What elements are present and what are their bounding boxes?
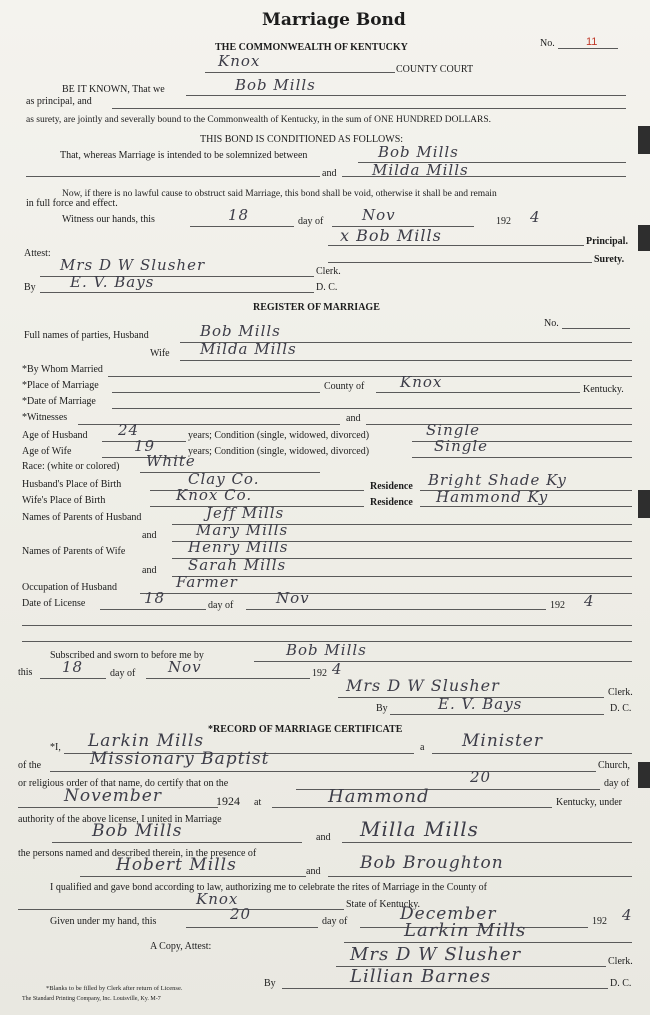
- subscribed-label: Subscribed and sworn to before me by: [50, 650, 204, 661]
- binder-tab: [638, 126, 650, 154]
- certificate-heading: *RECORD OF MARRIAGE CERTIFICATE: [208, 724, 403, 735]
- now-if-text-cont: in full force and effect.: [26, 198, 118, 209]
- wife-mother: Sarah Mills: [188, 556, 287, 574]
- bond-month: Nov: [362, 206, 396, 224]
- county-name: Knox: [218, 52, 261, 70]
- attest-label: Attest:: [24, 248, 51, 259]
- copy-attest-label: A Copy, Attest:: [150, 941, 212, 952]
- residence-label-wife: Residence: [370, 497, 413, 508]
- cert-place: Hammond: [328, 786, 430, 807]
- given-month: December: [400, 904, 497, 924]
- minister-role: Minister: [462, 731, 543, 751]
- wife-label: Wife: [150, 348, 170, 359]
- authority-text: authority of the above license, I united in Marriage: [18, 814, 222, 825]
- condition-label-wife: years; Condition (single, widowed, divorced): [188, 446, 370, 457]
- sworn-year-prefix: 192: [312, 668, 327, 679]
- bond-clerk-signature: Mrs D W Slusher: [60, 256, 206, 274]
- register-clerk-signature: Mrs D W Slusher: [346, 676, 500, 695]
- binder-tab: [638, 762, 650, 788]
- church-label: Church,: [598, 760, 630, 771]
- register-county: Knox: [400, 373, 443, 391]
- qualified-text: I qualified and gave bond according to law, authorizing me to celebrate the rites of Marriage in the County of: [50, 882, 487, 893]
- husband-birth-label: Husband's Place of Birth: [22, 479, 122, 490]
- now-if-text: Now, if there is no lawful cause to obstruct said Marriage, this bond shall be void, otherwise it shall be and remain: [62, 189, 497, 199]
- witnesses-label: *Witnesses: [22, 412, 68, 423]
- wife-full-name: Milda Mills: [200, 340, 297, 358]
- copy-dc-signature: Lillian Barnes: [350, 966, 492, 987]
- wife-father: Henry Mills: [188, 538, 289, 556]
- county-of-label: County of: [324, 381, 365, 392]
- sworn-day-of: day of: [110, 668, 136, 679]
- surety-obligation: as surety, are jointly and severally bound to the Commonwealth of Kentucky, in the sum of ONE HUNDRED DOLLARS.: [26, 115, 491, 125]
- occupation-value: Farmer: [176, 573, 238, 591]
- bond-dc-signature: E. V. Bays: [70, 273, 155, 291]
- bond-day: 18: [228, 206, 250, 224]
- church-name: Missionary Baptist: [90, 749, 270, 769]
- witness-two: Bob Broughton: [360, 853, 504, 873]
- given-year-digit: 4: [622, 906, 633, 924]
- kentucky-under-label: Kentucky, under: [556, 797, 622, 808]
- register-no-label: No.: [544, 318, 559, 329]
- register-clerk-label: Clerk.: [608, 687, 633, 698]
- copy-clerk-signature: Mrs D W Slusher: [350, 944, 522, 965]
- whereas-text: That, whereas Marriage is intended to be solemnized between: [60, 150, 308, 161]
- residence-label: Residence: [370, 481, 413, 492]
- religious-order-text: or religious order of that name, do certify that on the: [18, 778, 229, 789]
- full-names-label: Full names of parties, Husband: [24, 330, 149, 341]
- license-date-label: Date of License: [22, 598, 86, 609]
- cert-county: Knox: [196, 890, 239, 908]
- and-label: and: [322, 168, 337, 179]
- binder-tab: [638, 490, 650, 518]
- condition-wife: Single: [434, 437, 489, 455]
- county-court-label: COUNTY COURT: [396, 64, 474, 75]
- license-month: Nov: [276, 589, 310, 607]
- given-day: 20: [230, 905, 252, 923]
- age-husband: 24: [118, 421, 140, 439]
- clerk-label: Clerk.: [316, 266, 341, 277]
- sworn-day: 18: [62, 658, 84, 676]
- kentucky-label: Kentucky.: [583, 384, 624, 395]
- register-heading: REGISTER OF MARRIAGE: [253, 302, 380, 313]
- husband-residence: Bright Shade Ky: [428, 471, 567, 489]
- binder-tab: [638, 225, 650, 251]
- copy-by-label: By: [264, 978, 276, 989]
- cert-a-label: a: [420, 742, 425, 753]
- subscribed-name: Bob Mills: [286, 641, 367, 659]
- parents-wife-and: and: [142, 565, 157, 576]
- witness-one: Hobert Mills: [116, 855, 237, 875]
- condition-label: years; Condition (single, widowed, divorced): [188, 430, 370, 441]
- wife-residence: Hammond Ky: [436, 488, 549, 506]
- cert-day-of: day of: [604, 778, 630, 789]
- license-year-prefix: 192: [550, 600, 565, 611]
- day-of-label: day of: [298, 216, 324, 227]
- cert-i-label: *I,: [50, 742, 61, 753]
- principal-name: Bob Mills: [235, 76, 316, 94]
- party-one-name: Bob Mills: [378, 143, 459, 161]
- race-label: Race: (white or colored): [22, 461, 120, 472]
- copy-clerk-label: Clerk.: [608, 956, 633, 967]
- age-wife: 19: [134, 437, 156, 455]
- minister-name: Larkin Mills: [88, 731, 205, 751]
- cert-at-label: at: [254, 797, 262, 808]
- husband-full-name: Bob Mills: [200, 322, 281, 340]
- be-it-known: BE IT KNOWN, That we: [62, 84, 165, 95]
- bond-number: 11: [586, 36, 598, 48]
- principal-signature: x Bob Mills: [340, 226, 442, 245]
- bond-number-label: No.: [540, 38, 555, 49]
- husband-birthplace: Clay Co.: [188, 470, 260, 488]
- date-of-marriage-label: *Date of Marriage: [22, 396, 96, 407]
- wife-birthplace: Knox Co.: [176, 486, 253, 504]
- party-two-name: Milda Mills: [372, 161, 469, 179]
- sworn-year-digit: 4: [332, 660, 343, 678]
- register-dc-signature: E. V. Bays: [438, 695, 523, 713]
- witness-hands: Witness our hands, this: [62, 214, 155, 225]
- license-day: 18: [144, 589, 166, 607]
- document-title: Marriage Bond: [262, 10, 406, 30]
- printer-imprint: The Standard Printing Company, Inc. Louisville, Ky. M-7: [22, 996, 161, 1002]
- footnote-text: *Blanks to be filled by Clerk after return of License.: [46, 985, 183, 992]
- surety-label: Surety.: [594, 254, 625, 265]
- race-value: White: [146, 452, 196, 470]
- copy-dc-label: D. C.: [610, 978, 632, 989]
- cert-month: November: [64, 786, 162, 806]
- age-wife-label: Age of Wife: [22, 446, 72, 457]
- given-day-of: day of: [322, 916, 348, 927]
- parents-husband-label: Names of Parents of Husband: [22, 512, 142, 523]
- occupation-label: Occupation of Husband: [22, 582, 117, 593]
- parents-wife-label: Names of Parents of Wife: [22, 546, 126, 557]
- register-dc-label: D. C.: [610, 703, 632, 714]
- age-husband-label: Age of Husband: [22, 430, 88, 441]
- witness-and: and: [306, 866, 321, 877]
- conditioned-heading: THIS BOND IS CONDITIONED AS FOLLOWS:: [200, 134, 404, 145]
- husband-father: Jeff Mills: [206, 504, 285, 522]
- commonwealth-heading: THE COMMONWEALTH OF KENTUCKY: [215, 42, 408, 53]
- of-the-label: of the: [18, 760, 42, 771]
- bride-name: Milla Mills: [360, 817, 479, 841]
- license-year-digit: 4: [584, 592, 595, 610]
- witnesses-and: and: [346, 413, 361, 424]
- place-of-marriage-label: *Place of Marriage: [22, 380, 99, 391]
- groom-name: Bob Mills: [92, 821, 183, 841]
- condition-husband: Single: [426, 421, 481, 439]
- given-text: Given under my hand, this: [50, 916, 157, 927]
- given-year-prefix: 192: [592, 916, 607, 927]
- principal-label: Principal.: [586, 236, 628, 247]
- wife-birth-label: Wife's Place of Birth: [22, 495, 106, 506]
- state-label: State of Kentucky.: [346, 899, 421, 910]
- united-and: and: [316, 832, 331, 843]
- sworn-month: Nov: [168, 658, 202, 676]
- minister-signature: Larkin Mills: [404, 920, 527, 941]
- bond-year-prefix: 192: [496, 216, 511, 227]
- register-by-label: By: [376, 703, 388, 714]
- as-principal-label: as principal, and: [26, 96, 92, 107]
- presence-text: the persons named and described therein, in the presence of: [18, 848, 257, 859]
- cert-year: 1924: [216, 794, 240, 808]
- bond-year-digit: 4: [530, 208, 541, 226]
- by-whom-married-label: *By Whom Married: [22, 364, 103, 375]
- parents-husband-and: and: [142, 530, 157, 541]
- by-label: By: [24, 282, 36, 293]
- this-label: this: [18, 667, 33, 678]
- license-day-of: day of: [208, 600, 234, 611]
- husband-mother: Mary Mills: [196, 521, 289, 539]
- dc-label: D. C.: [316, 282, 338, 293]
- cert-day: 20: [470, 768, 492, 786]
